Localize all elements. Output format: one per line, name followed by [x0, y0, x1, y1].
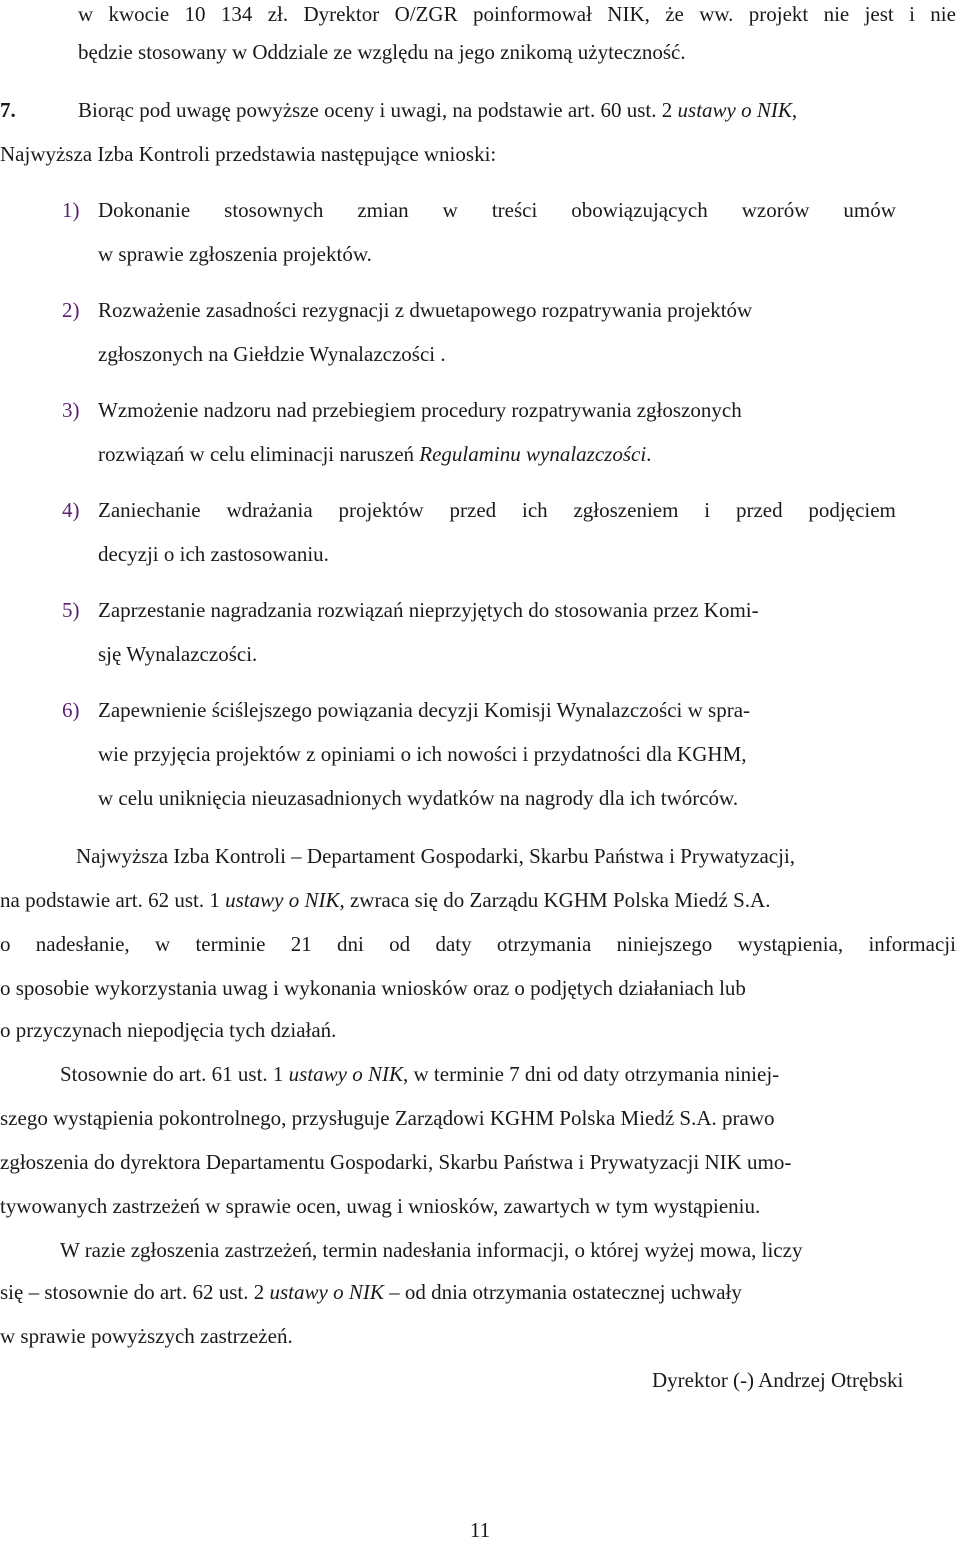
act-reference: ustawy o NIK: [677, 98, 792, 122]
word: daty: [435, 932, 472, 956]
word: NIK,: [607, 2, 650, 26]
word: w: [154, 932, 171, 956]
word: i: [704, 498, 711, 522]
act-reference: ustawy o NIK: [269, 1280, 384, 1304]
para1-line-2: na podstawie art. 62 ust. 1 ustawy o NIK, zwraca się do Zarządu KGHM Polska Miedź S.A.: [0, 888, 771, 912]
word: w: [442, 198, 458, 222]
list-item-3-line-1: Wzmożenie nadzoru nad przebiegiem procedury rozpatrywania zgłoszonych: [98, 398, 742, 422]
para2-line-2: szego wystąpienia pokontrolnego, przysługuje Zarządowi KGHM Polska Miedź S.A. prawo: [0, 1106, 775, 1130]
section-7-text-c: ,: [791, 98, 798, 122]
word: 10: [184, 2, 206, 26]
list-item-number: 4): [62, 498, 80, 522]
word: nadesłanie,: [35, 932, 130, 956]
list-item-6-line-1: Zapewnienie ściślejszego powiązania decyzji Komisji Wynalazczości w spra-: [98, 698, 751, 722]
list-item-number: 5): [62, 598, 80, 622]
list-item-1-line-1: [98, 196, 896, 224]
list-item-1-line-2: w sprawie zgłoszenia projektów.: [98, 242, 372, 266]
list-item-5-line-1: Zaprzestanie nagradzania rozwiązań nieprzyjętych do stosowania przez Komi-: [98, 598, 759, 622]
word: Dyrektor: [303, 2, 380, 26]
para2-line-3: zgłoszenia do dyrektora Departamentu Gospodarki, Skarbu Państwa i Prywatyzacji NIK umo-: [0, 1150, 792, 1174]
word: zł.: [267, 2, 289, 26]
act-reference: ustawy o NIK: [288, 1062, 404, 1086]
para1-line-3: [0, 930, 956, 958]
list-item-6-line-2: wie przyjęcia projektów z opiniami o ich nowości i przydatności dla KGHM,: [98, 742, 747, 766]
word: nie: [930, 2, 956, 26]
intro-text-2: będzie stosowany w Oddziale ze względu na jego znikomą użyteczność.: [78, 40, 686, 64]
word: wystąpienia,: [737, 932, 844, 956]
intro-line-1: [78, 0, 956, 28]
list-item-4-line-1: [98, 496, 896, 524]
list-item-5-line-2: sję Wynalazczości.: [98, 642, 258, 666]
word: obowiązujących: [571, 198, 708, 222]
page-number: 11: [469, 1518, 491, 1542]
word: otrzymania: [496, 932, 592, 956]
word: zmian: [357, 198, 409, 222]
word: że: [665, 2, 684, 26]
word: ww.: [699, 2, 734, 26]
word: Dokonanie: [98, 198, 191, 222]
section-7-line-1: [0, 96, 956, 124]
act-reference: ustawy o NIK: [225, 888, 340, 912]
word: zgłoszeniem: [573, 498, 679, 522]
para1-line-5: o przyczynach niepodjęcia tych działań.: [0, 1018, 337, 1042]
para1-line-1: Najwyższa Izba Kontroli – Departament Gospodarki, Skarbu Państwa i Prywatyzacji,: [76, 844, 796, 868]
word: 21: [290, 932, 312, 956]
list-item-2-line-1: Rozważenie zasadności rezygnacji z dwuetapowego rozpatrywania projektów: [98, 298, 753, 322]
word: dni: [337, 932, 364, 956]
word: umów: [843, 198, 896, 222]
word: wzorów: [741, 198, 810, 222]
para1-line-4: o sposobie wykorzystania uwag i wykonania wniosków oraz o podjętych działaniach lub: [0, 976, 746, 1000]
section-7-text: [78, 96, 797, 124]
list-item-2-line-2: zgłoszonych na Giełdzie Wynalazczości .: [98, 342, 446, 366]
para3-line-1: W razie zgłoszenia zastrzeżeń, termin nadesłania informacji, o której wyżej mowa, liczy: [60, 1238, 803, 1262]
word: nie: [823, 2, 850, 26]
word: podjęciem: [808, 498, 896, 522]
word: przed: [449, 498, 497, 522]
list-item-3-line-2: rozwiązań w celu eliminacji naruszeń Regulaminu wynalazczości.: [98, 442, 652, 466]
word: Zaniechanie: [98, 498, 201, 522]
section-7-number: 7.: [0, 98, 16, 122]
para3-line-3: w sprawie powyższych zastrzeżeń.: [0, 1324, 293, 1348]
word: projektów: [338, 498, 424, 522]
para2-line-4: tywowanych zastrzeżeń w sprawie ocen, uwag i wniosków, zawartych w tym wystąpieniu.: [0, 1194, 761, 1218]
section-7-text-2: Najwyższa Izba Kontroli przedstawia następujące wnioski:: [0, 142, 497, 166]
signature: Dyrektor (-) Andrzej Otrębski: [652, 1368, 904, 1392]
list-item-number: 3): [62, 398, 80, 422]
list-item-number: 6): [62, 698, 80, 722]
word: wdrażania: [226, 498, 313, 522]
section-7-text-a: Biorąc pod uwagę powyższe oceny i uwagi, na podstawie art. 60 ust. 2: [78, 98, 678, 122]
word: kwocie: [108, 2, 170, 26]
word: przed: [735, 498, 783, 522]
word: niniejszego: [616, 932, 713, 956]
list-item-number: 2): [62, 298, 80, 322]
section-7-line-2: [0, 140, 960, 168]
word: projekt: [748, 2, 809, 26]
word: stosownych: [224, 198, 324, 222]
word: 134: [220, 2, 253, 26]
list-item-6-line-3: w celu uniknięcia nieuzasadnionych wydatków na nagrody dla ich twórców.: [98, 786, 739, 810]
word: jest: [864, 2, 894, 26]
word: ich: [522, 498, 548, 522]
intro-line-2: [78, 38, 960, 66]
word: i: [909, 2, 915, 26]
word: poinformował: [472, 2, 592, 26]
list-item-4-line-2: decyzji o ich zastosowaniu.: [98, 542, 329, 566]
word: od: [389, 932, 411, 956]
word: terminie: [195, 932, 266, 956]
word: o: [0, 932, 11, 956]
para3-line-2: się – stosownie do art. 62 ust. 2 ustawy o NIK – od dnia otrzymania ostatecznej uchwały: [0, 1280, 742, 1304]
para2-line-1: Stosownie do art. 61 ust. 1 ustawy o NIK, w terminie 7 dni od daty otrzymania niniej-: [60, 1062, 780, 1086]
word: treści: [491, 198, 538, 222]
word: w: [78, 2, 94, 26]
list-item-number: 1): [62, 198, 80, 222]
regulation-reference: Regulaminu wynalazczości: [419, 442, 647, 466]
word: O/ZGR: [394, 2, 458, 26]
word: informacji: [868, 932, 956, 956]
